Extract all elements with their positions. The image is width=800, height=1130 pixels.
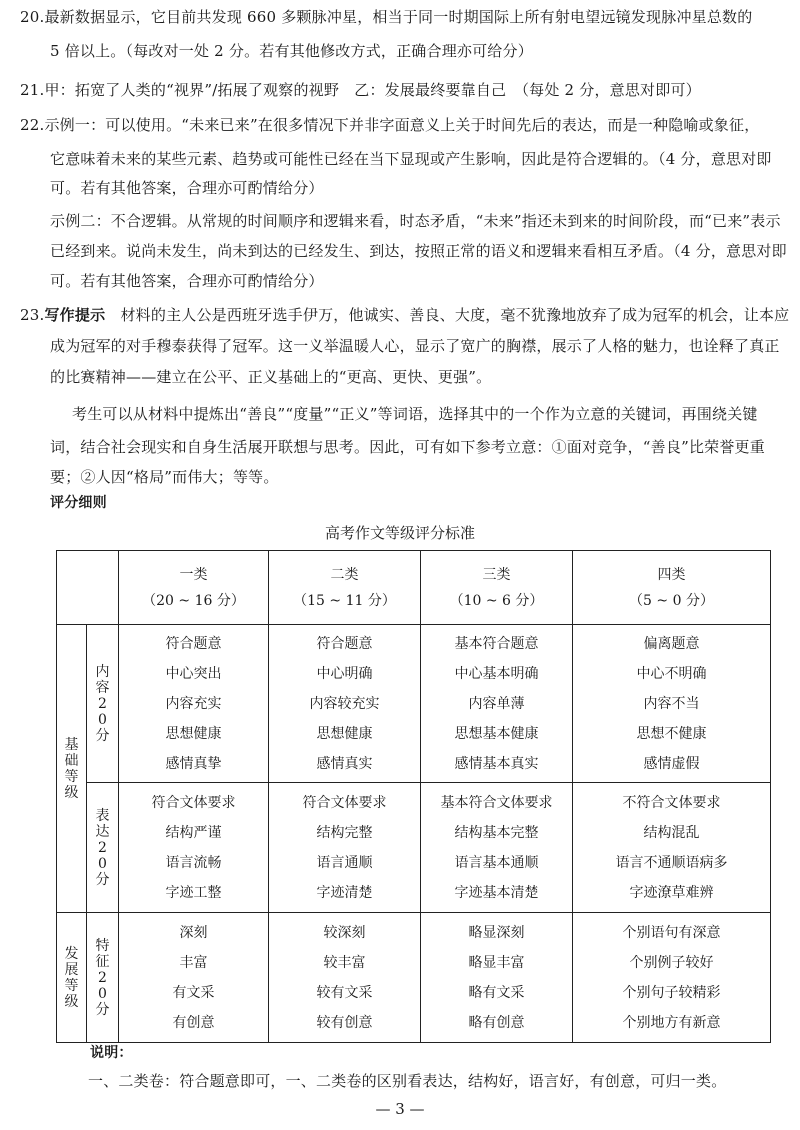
item-22-line-3: 可。若有其他答案，合理亦可酌情给分）	[50, 179, 324, 197]
group-label-basic: 基础等级	[57, 625, 87, 913]
table-corner-cell	[57, 551, 119, 625]
notes-line-1: 一、二类卷：符合题意即可，一、二类卷的区别看表达，结构好，语言好，有创意，可归一类。	[88, 1072, 727, 1090]
content-class-4: 偏离题意 中心不明确 内容不当 思想不健康 感情虚假	[573, 625, 771, 783]
item-23-line-6: 要；②人因“格局”而伟大；等等。	[50, 468, 279, 486]
table-title: 高考作文等级评分标准	[324, 524, 475, 542]
item-22-line-1: 22.示例一：可以使用。“未来已来”在很多情况下并非字面意义上关于时间先后的表达，而是一种隐喻或象征，	[20, 116, 760, 134]
expression-class-1: 符合文体要求 结构严谨 语言流畅 字迹工整	[119, 783, 269, 913]
item-22-line-6: 可。若有其他答案，合理亦可酌情给分）	[50, 272, 324, 290]
item-20-line-1: 20.最新数据显示，它目前共发现 660 多颗脉冲星，相当于同一时期国际上所有射电望远镜发现脉冲星总数的	[20, 8, 753, 26]
table-header-row	[57, 551, 771, 625]
row-label-expression: 表达20分	[87, 783, 119, 913]
page-number: — 3 —	[375, 1100, 425, 1118]
expression-row	[57, 783, 771, 913]
header-class-3: 三类 （10 ~ 6 分）	[421, 551, 573, 625]
scoring-table	[56, 550, 771, 1043]
scoring-label: 评分细则	[50, 495, 107, 511]
content-class-2: 符合题意 中心明确 内容较充实 思想健康 感情真实	[269, 625, 421, 783]
header-class-2: 二类 （15 ~ 11 分）	[269, 551, 421, 625]
notes-label: 说明：	[90, 1045, 133, 1061]
expression-class-2: 符合文体要求 结构完整 语言通顺 字迹清楚	[269, 783, 421, 913]
item-23-line-4: 考生可以从材料中提炼出“善良”“度量”“正义”等词语，选择其中的一个作为立意的关键词，再围绕关键	[72, 405, 758, 423]
expression-class-3: 基本符合文体要求 结构基本完整 语言基本通顺 字迹基本清楚	[421, 783, 573, 913]
item-21-line-1: 21.甲：拓宽了人类的“视界”/拓展了观察的视野 乙：发展最终要靠自己 （每处 2 分，意思对即可）	[20, 81, 701, 99]
content-class-1: 符合题意 中心突出 内容充实 思想健康 感情真挚	[119, 625, 269, 783]
feature-class-3: 略显深刻 略显丰富 略有文采 略有创意	[421, 913, 573, 1043]
item-20-line-2: 5 倍以上。（每改对一处 2 分。若有其他修改方式，正确合理亦可给分）	[50, 42, 533, 60]
item-23-line-3: 的比赛精神——建立在公平、正义基础上的“更高、更快、更强”。	[50, 368, 492, 386]
header-class-4: 四类 （5 ~ 0 分）	[573, 551, 771, 625]
item-22-line-4: 示例二：不合逻辑。从常规的时间顺序和逻辑来看，时态矛盾，“未来”指还未到来的时间阶段，而“已来”表示	[50, 212, 781, 230]
row-label-feature: 特征20分	[87, 913, 119, 1043]
item-23-line-5: 词，结合社会现实和自身生活展开联想与思考。因此，可有如下参考立意：①面对竞争，“善良”比荣誉更重	[50, 438, 765, 456]
item-23-line-1: 23.写作提示 材料的主人公是西班牙选手伊万，他诚实、善良、大度，毫不犹豫地放弃了成为冠军的机会，让本应	[20, 306, 790, 324]
item-23-line-2: 成为冠军的对手穆泰获得了冠军。这一义举温暖人心，显示了宽广的胸襟，展示了人格的魅力，也诠释了真正	[50, 337, 780, 355]
content-row	[57, 625, 771, 783]
item-22-line-2: 它意味着未来的某些元素、趋势或可能性已经在当下显现或产生影响，因此是符合逻辑的。（4 分，意思对即	[50, 150, 772, 168]
expression-class-4: 不符合文体要求 结构混乱 语言不通顺语病多 字迹潦草难辨	[573, 783, 771, 913]
group-label-development: 发展等级	[57, 913, 87, 1043]
content-class-3: 基本符合题意 中心基本明确 内容单薄 思想基本健康 感情基本真实	[421, 625, 573, 783]
feature-class-2: 较深刻 较丰富 较有文采 较有创意	[269, 913, 421, 1043]
item-22-line-5: 已经到来。说尚未发生，尚未到达的已经发生、到达，按照正常的语义和逻辑来看相互矛盾。（4 分，意思对即	[50, 242, 787, 260]
header-class-1: 一类 （20 ~ 16 分）	[119, 551, 269, 625]
feature-row	[57, 913, 771, 1043]
row-label-content: 内容20分	[87, 625, 119, 783]
feature-class-4: 个别语句有深意 个别例子较好 个别句子较精彩 个别地方有新意	[573, 913, 771, 1043]
writing-tip-label: 写作提示	[44, 306, 106, 324]
feature-class-1: 深刻 丰富 有文采 有创意	[119, 913, 269, 1043]
